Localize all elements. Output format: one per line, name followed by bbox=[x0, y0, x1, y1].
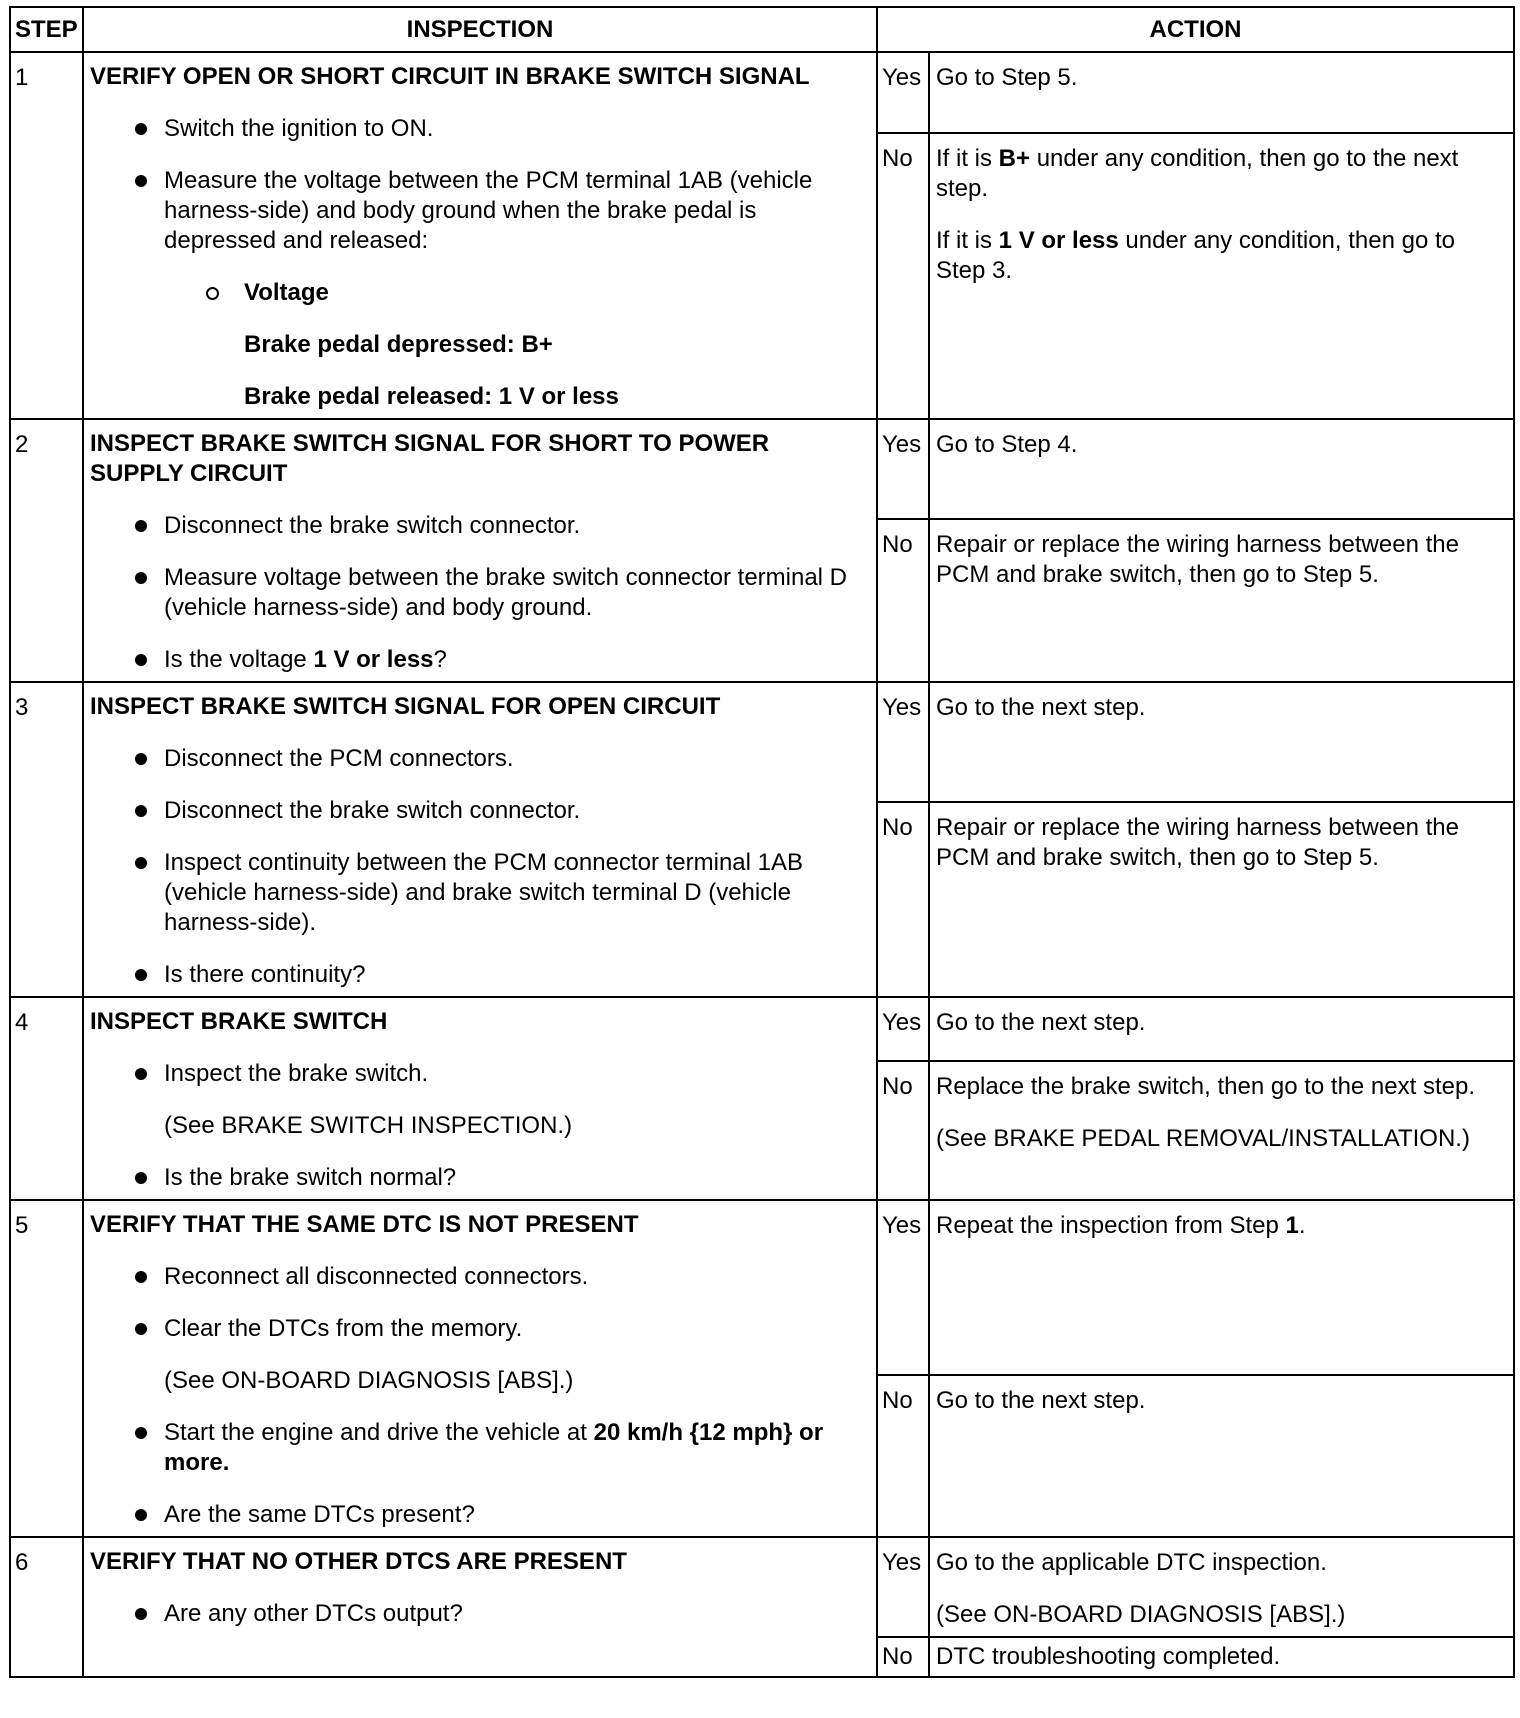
step-6-yes-row bbox=[10, 1537, 1514, 1637]
step-4-bullet-1: Inspect the brake switch. bbox=[90, 1059, 866, 1089]
step-5-bullet-4: Are the same DTCs present? bbox=[90, 1500, 866, 1530]
step-4-no-text: Replace the brake switch, then go to the next step. bbox=[936, 1073, 1475, 1100]
step-1-bullet-1: Switch the ignition to ON. bbox=[90, 114, 866, 144]
troubleshooting-table bbox=[9, 6, 1515, 1678]
step-6-inspection bbox=[83, 1537, 877, 1677]
header-action: ACTION bbox=[877, 7, 1514, 52]
step-5-reference: (See ON-BOARD DIAGNOSIS [ABS].) bbox=[164, 1367, 574, 1394]
step-4-yes-label: Yes bbox=[877, 997, 929, 1061]
step-4-no-reference: (See BRAKE PEDAL REMOVAL/INSTALLATION.) bbox=[936, 1125, 1470, 1152]
step-2-inspection bbox=[83, 419, 877, 682]
step-5-yes-label: Yes bbox=[877, 1200, 929, 1375]
step-4-title: INSPECT BRAKE SWITCH bbox=[90, 1008, 388, 1035]
step-6-title: VERIFY THAT NO OTHER DTCS ARE PRESENT bbox=[90, 1548, 627, 1575]
step-2-bullet-3-text: Is the voltage bbox=[164, 646, 314, 673]
step-1-no-bold: 1 V or less bbox=[998, 227, 1119, 254]
step-4-yes-row bbox=[10, 997, 1514, 1061]
step-4-number: 4 bbox=[10, 997, 83, 1200]
step-6-yes-reference: (See ON-BOARD DIAGNOSIS [ABS].) bbox=[936, 1601, 1346, 1628]
step-1-bullet-2: Measure the voltage between the PCM terminal 1AB (vehicle harness-side) and body ground when the brake pedal is depressed and released: bbox=[90, 166, 866, 256]
step-6-no-action: DTC troubleshooting completed. bbox=[929, 1637, 1514, 1677]
step-1-yes-row bbox=[10, 52, 1514, 133]
step-3-bullet-4: Is there continuity? bbox=[90, 960, 866, 990]
step-5-yes-action bbox=[929, 1200, 1514, 1375]
step-4-inspection bbox=[83, 997, 877, 1200]
step-4-no-action bbox=[929, 1061, 1514, 1200]
step-1-number: 1 bbox=[10, 52, 83, 419]
step-5-bullet-3-text: Start the engine and drive the vehicle at bbox=[164, 1419, 594, 1446]
step-6-no-label: No bbox=[877, 1637, 929, 1677]
step-3-yes-action: Go to the next step. bbox=[929, 682, 1514, 802]
step-3-bullet-2: Disconnect the brake switch connector. bbox=[90, 796, 866, 826]
step-1-spec-depressed: Brake pedal depressed: B+ bbox=[244, 331, 553, 358]
step-5-number: 5 bbox=[10, 1200, 83, 1537]
step-1-no-label: No bbox=[877, 133, 929, 419]
step-6-yes-label: Yes bbox=[877, 1537, 929, 1637]
step-6-bullet-1: Are any other DTCs output? bbox=[90, 1599, 866, 1629]
step-3-title: INSPECT BRAKE SWITCH SIGNAL FOR OPEN CIRCUIT bbox=[90, 693, 721, 720]
step-5-no-action: Go to the next step. bbox=[929, 1375, 1514, 1537]
step-1-no-text: If it is bbox=[936, 227, 999, 254]
step-2-title: INSPECT BRAKE SWITCH SIGNAL FOR SHORT TO POWER SUPPLY CIRCUIT bbox=[90, 430, 770, 487]
step-5-bullet-2: Clear the DTCs from the memory. bbox=[90, 1314, 866, 1344]
step-2-bullet-2: Measure voltage between the brake switch connector terminal D (vehicle harness-side) and body ground. bbox=[90, 563, 866, 623]
step-1-voltage-label: Voltage bbox=[90, 278, 866, 308]
step-2-yes-row bbox=[10, 419, 1514, 519]
step-2-no-action: Repair or replace the wiring harness between the PCM and brake switch, then go to Step 5. bbox=[929, 519, 1514, 682]
step-2-bullet-3-bold: 1 V or less bbox=[313, 646, 434, 673]
step-5-bullet-3 bbox=[90, 1418, 866, 1478]
header-step: STEP bbox=[10, 7, 83, 52]
step-2-bullet-1: Disconnect the brake switch connector. bbox=[90, 511, 866, 541]
header-inspection: INSPECTION bbox=[83, 7, 877, 52]
step-2-no-label: No bbox=[877, 519, 929, 682]
step-1-no-text: under any condition, then go to the next step. bbox=[936, 145, 1459, 202]
step-1-no-text: under any condition, then go to Step 3. bbox=[936, 227, 1455, 284]
step-2-yes-label: Yes bbox=[877, 419, 929, 519]
step-2-yes-action: Go to Step 4. bbox=[929, 419, 1514, 519]
step-1-no-text: If it is bbox=[936, 145, 999, 172]
step-3-yes-row bbox=[10, 682, 1514, 802]
step-1-yes-label: Yes bbox=[877, 52, 929, 133]
step-2-bullet-3 bbox=[90, 645, 866, 675]
step-3-bullet-3: Inspect continuity between the PCM connector terminal 1AB (vehicle harness-side) and brake switch terminal D (vehicle harness-side). bbox=[90, 848, 866, 938]
step-5-yes-bold: 1 bbox=[1285, 1212, 1299, 1239]
step-5-bullet-1: Reconnect all disconnected connectors. bbox=[90, 1262, 866, 1292]
step-1-yes-action: Go to Step 5. bbox=[929, 52, 1514, 133]
step-3-inspection bbox=[83, 682, 877, 997]
step-1-no-action bbox=[929, 133, 1514, 419]
step-4-reference: (See BRAKE SWITCH INSPECTION.) bbox=[164, 1112, 573, 1139]
step-5-yes-row bbox=[10, 1200, 1514, 1375]
step-3-no-action: Repair or replace the wiring harness between the PCM and brake switch, then go to Step 5. bbox=[929, 802, 1514, 997]
step-3-number: 3 bbox=[10, 682, 83, 997]
step-5-inspection bbox=[83, 1200, 877, 1537]
step-2-number: 2 bbox=[10, 419, 83, 682]
step-6-number: 6 bbox=[10, 1537, 83, 1677]
step-5-yes-text: . bbox=[1298, 1212, 1306, 1239]
step-6-yes-text: Go to the applicable DTC inspection. bbox=[936, 1549, 1327, 1576]
step-5-yes-text: Repeat the inspection from Step bbox=[936, 1212, 1286, 1239]
step-1-spec-released: Brake pedal released: 1 V or less bbox=[244, 383, 619, 410]
step-3-no-label: No bbox=[877, 802, 929, 997]
step-4-yes-action: Go to the next step. bbox=[929, 997, 1514, 1061]
header-row bbox=[10, 7, 1514, 52]
step-5-title: VERIFY THAT THE SAME DTC IS NOT PRESENT bbox=[90, 1211, 639, 1238]
step-3-yes-label: Yes bbox=[877, 682, 929, 802]
step-1-no-bold: B+ bbox=[998, 145, 1031, 172]
step-3-bullet-1: Disconnect the PCM connectors. bbox=[90, 744, 866, 774]
step-2-bullet-3-text: ? bbox=[433, 646, 447, 673]
step-5-bullet-3-bold: 20 km/h {12 mph} or more. bbox=[164, 1419, 824, 1476]
step-1-title: VERIFY OPEN OR SHORT CIRCUIT IN BRAKE SWITCH SIGNAL bbox=[90, 63, 810, 90]
step-5-no-label: No bbox=[877, 1375, 929, 1537]
step-4-bullet-2: Is the brake switch normal? bbox=[90, 1163, 866, 1193]
step-6-yes-action bbox=[929, 1537, 1514, 1637]
step-4-no-label: No bbox=[877, 1061, 929, 1200]
step-1-inspection bbox=[83, 52, 877, 419]
